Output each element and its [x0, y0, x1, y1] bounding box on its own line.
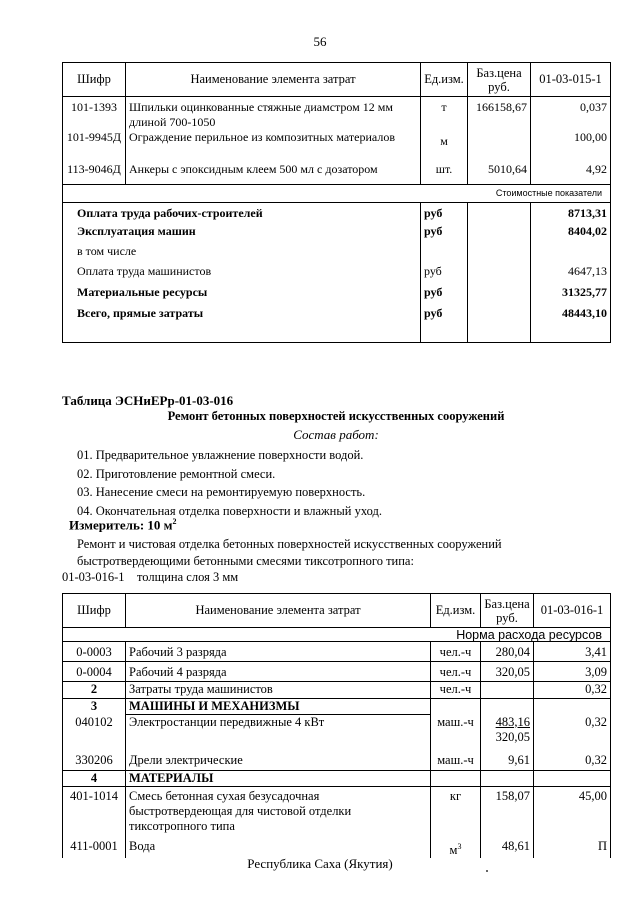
- row-value: 0,32: [534, 682, 611, 699]
- row-name: Дрели электрические: [126, 753, 431, 771]
- cost-value: 31325,77: [531, 285, 611, 306]
- row-value: 0,32: [534, 753, 611, 771]
- row-name: [126, 787, 431, 837]
- header-code: Шифр: [63, 594, 126, 628]
- row-value: 100,00: [531, 130, 611, 162]
- table-row: [63, 699, 611, 715]
- empty-cell: [468, 306, 531, 342]
- cost-unit: руб: [421, 306, 468, 342]
- description: [77, 536, 502, 570]
- cost-value: 4647,13: [531, 264, 611, 285]
- row-code: 3: [63, 699, 126, 715]
- row-unit: шт.: [421, 162, 468, 184]
- row-name: Вода: [126, 837, 431, 858]
- empty-cell: [468, 244, 531, 264]
- resource-table: [62, 593, 611, 858]
- header-unit: Ед.изм.: [421, 63, 468, 97]
- row-unit: маш.-ч: [431, 715, 481, 753]
- header-code: Шифр: [63, 63, 126, 97]
- cost-unit: руб: [421, 202, 468, 224]
- footer-text: Республика Саха (Якутия): [247, 856, 393, 871]
- row-unit-sup: 3: [457, 841, 462, 851]
- row-code: 040102: [63, 715, 126, 753]
- cost-value: [531, 244, 611, 264]
- cost-row: [63, 306, 611, 342]
- section-label: Стоимостные показатели: [63, 184, 611, 202]
- cost-row: [63, 244, 611, 264]
- work-item: 01. Предварительное увлажнение поверхности водой.: [77, 448, 364, 462]
- row-price: [468, 130, 531, 162]
- row-price-cell: [481, 715, 534, 753]
- row-price: 483,16: [495, 714, 530, 729]
- row-value: 45,00: [534, 787, 611, 837]
- row-code: 330206: [63, 753, 126, 771]
- row-unit: кг: [431, 787, 481, 837]
- work-item: 02. Приготовление ремонтной смеси.: [77, 466, 276, 481]
- row-unit: [431, 699, 481, 715]
- header-price: Баз.цена руб.: [468, 63, 531, 97]
- cost-value: 8404,02: [531, 224, 611, 244]
- row-code: 401-1014: [63, 787, 126, 837]
- cost-unit: руб: [421, 264, 468, 285]
- table-row: [63, 162, 611, 184]
- works-list: [77, 446, 382, 520]
- description-line: быстротвердеющими бетонными смесями тиксотропного типа:: [77, 554, 414, 568]
- row-unit: чел.-ч: [431, 682, 481, 699]
- header-norm: 01-03-015-1: [531, 63, 611, 97]
- row-unit: чел.-ч: [431, 642, 481, 662]
- header-norm: 01-03-016-1: [534, 594, 611, 628]
- cost-row: [63, 285, 611, 306]
- row-price: 166158,67: [468, 97, 531, 131]
- row-name: Затраты труда машинистов: [126, 682, 431, 699]
- row-price-secondary: 320,05: [495, 729, 530, 744]
- empty-cell: [468, 264, 531, 285]
- row-value: [534, 771, 611, 787]
- table-row: [63, 130, 611, 162]
- row-code: 0-0003: [63, 642, 126, 662]
- row-price: [481, 771, 534, 787]
- section-title: Ремонт бетонных поверхностей искусственных сооружений: [167, 409, 505, 423]
- cost-name: в том числе: [63, 244, 421, 264]
- row-code: 2: [63, 682, 126, 699]
- table-row: [63, 715, 611, 753]
- speck-mark: [486, 870, 488, 872]
- row-value: 3,41: [534, 642, 611, 662]
- header-name: Наименование элемента затрат: [126, 594, 431, 628]
- table-row: [63, 771, 611, 787]
- table-row: [63, 682, 611, 699]
- cost-table-1: [62, 62, 611, 343]
- cost-name: Оплата труда рабочих-строителей: [63, 202, 421, 224]
- row-code: 113-9046Д: [63, 162, 126, 184]
- cost-name: Оплата труда машинистов: [63, 264, 421, 285]
- meter-text: Измеритель: 10 м: [69, 517, 173, 533]
- row-price: 280,04: [481, 642, 534, 662]
- cost-unit: [421, 244, 468, 264]
- empty-cell: [468, 202, 531, 224]
- row-value: [534, 699, 611, 715]
- header-name: Наименование элемента затрат: [126, 63, 421, 97]
- row-name: МАТЕРИАЛЫ: [126, 771, 431, 787]
- header-price: Баз.цена руб.: [481, 594, 534, 628]
- row-value: П: [534, 837, 611, 858]
- row-name: Электростанции передвижные 4 кВт: [126, 715, 431, 753]
- cost-value: 8713,31: [531, 202, 611, 224]
- row-value: 3,09: [534, 662, 611, 682]
- cost-row: [63, 224, 611, 244]
- row-name: Шпильки оцинкованные стяжные диамстром 12 мм длиной 700-1050: [126, 97, 421, 131]
- table-row: [63, 662, 611, 682]
- description-line: Ремонт и чистовая отделка бетонных поверхностей искусственных сооружений: [77, 537, 502, 551]
- cost-row: [63, 264, 611, 285]
- work-item: 03. Нанесение смеси на ремонтируемую поверхность.: [77, 485, 366, 499]
- page-number: 56: [313, 34, 327, 49]
- cost-name: Всего, прямые затраты: [63, 306, 421, 342]
- row-value: 4,92: [531, 162, 611, 184]
- row-price: 158,07: [481, 787, 534, 837]
- row-unit: т: [421, 97, 468, 131]
- row-price: [481, 699, 534, 715]
- table-label: Таблица ЭСНиЕРр-01-03-016: [62, 393, 234, 408]
- row-name: Анкеры с эпоксидным клеем 500 мл с дозатором: [126, 162, 421, 184]
- row-price: 9,61: [481, 753, 534, 771]
- row-unit: [431, 837, 481, 858]
- row-name: Рабочий 3 разряда: [126, 642, 431, 662]
- header-unit: Ед.изм.: [431, 594, 481, 628]
- row-code: 0-0004: [63, 662, 126, 682]
- empty-cell: [468, 224, 531, 244]
- meter-label: [69, 517, 177, 533]
- table-row: [63, 97, 611, 131]
- row-price: 5010,64: [468, 162, 531, 184]
- row-value: 0,32: [534, 715, 611, 753]
- row-price: 48,61: [481, 837, 534, 858]
- cost-row: [63, 202, 611, 224]
- cost-name: Эксплуатация машин: [63, 224, 421, 244]
- section-label: Норма расхода ресурсов: [63, 628, 611, 642]
- row-name: МАШИНЫ И МЕХАНИЗМЫ: [126, 699, 431, 715]
- row-price: 320,05: [481, 662, 534, 682]
- row-unit: чел.-ч: [431, 662, 481, 682]
- row-unit: м: [421, 130, 468, 162]
- row-code: 411-0001: [63, 837, 126, 858]
- table-row: [63, 787, 611, 837]
- table-row: [63, 642, 611, 662]
- row-name: Рабочий 4 разряда: [126, 662, 431, 682]
- table-row: [63, 837, 611, 858]
- row-code: 101-1393: [63, 97, 126, 131]
- row-name: Ограждение перильное из композитных материалов: [126, 130, 421, 162]
- row-code: 101-9945Д: [63, 130, 126, 162]
- empty-cell: [468, 285, 531, 306]
- row-name-text: Смесь бетонная сухая безусадочная быстротвердеющая для чистовой отделки тиксотропного типа: [129, 789, 352, 833]
- table-row: [63, 753, 611, 771]
- cost-name: Материальные ресурсы: [63, 285, 421, 306]
- row-price: [481, 682, 534, 699]
- cost-unit: руб: [421, 285, 468, 306]
- row-unit: маш.-ч: [431, 753, 481, 771]
- norm-line: 01-03-016-1 толщина слоя 3 мм: [62, 570, 239, 584]
- meter-sup: 2: [172, 517, 177, 526]
- cost-value: 48443,10: [531, 306, 611, 342]
- row-unit-text: м: [449, 842, 458, 857]
- row-unit: [431, 771, 481, 787]
- row-code: 4: [63, 771, 126, 787]
- cost-unit: руб: [421, 224, 468, 244]
- section-subtitle: Состав работ:: [293, 427, 379, 442]
- row-value: 0,037: [531, 97, 611, 131]
- work-item: 04. Окончательная отделка поверхности и влажный уход.: [77, 503, 382, 518]
